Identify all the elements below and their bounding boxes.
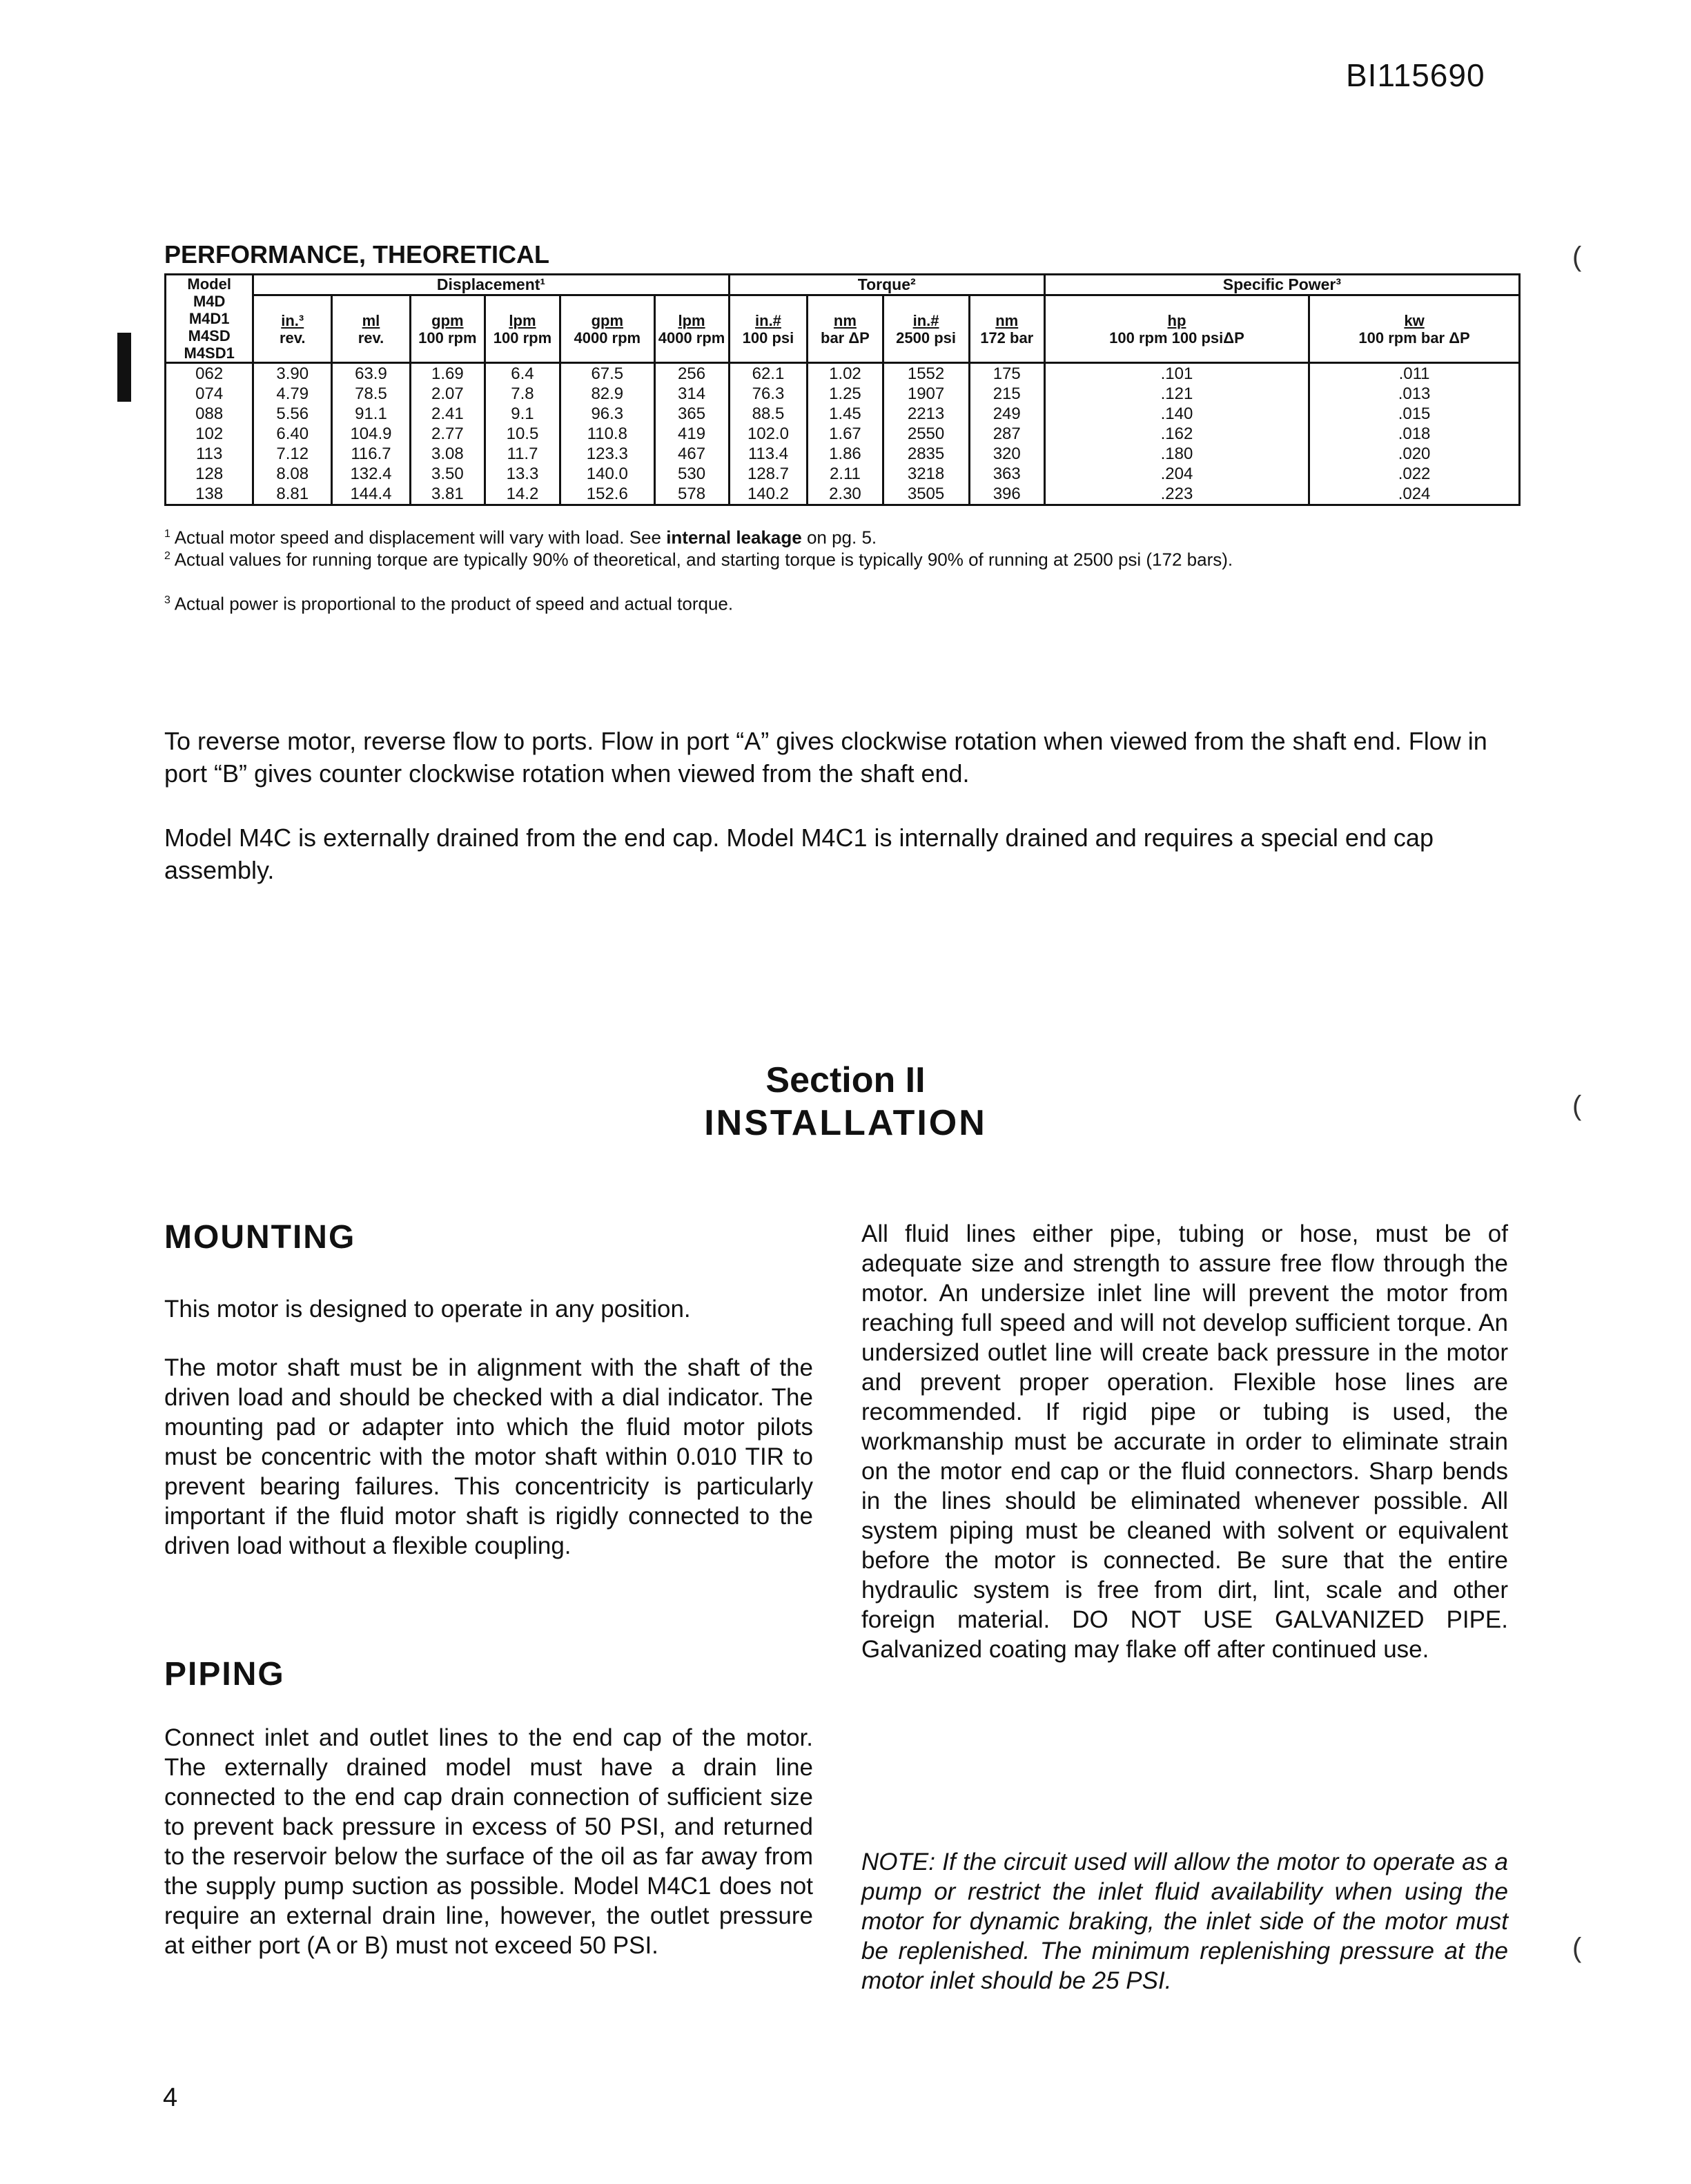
value-cell: 4.79 [253, 384, 332, 404]
mounting-paragraph-2: The motor shaft must be in alignment with the shaft of the driven load and should be checked with a dial indicator. The mounting pad or adapter into which the fluid motor pilots must be concentric with the motor shaft within 0.010 TIR to prevent bearing failures. This concentricity is particularly important if the fluid motor shaft is rigidly connected to the driven load without a flexible coupling. [164, 1354, 813, 1559]
value-cell: 1.86 [808, 444, 883, 464]
value-cell: .101 [1044, 363, 1309, 384]
model-cell: 074 [166, 384, 253, 404]
value-cell: 78.5 [332, 384, 411, 404]
column-unit-header: nm 172 bar [969, 295, 1044, 363]
value-cell: 140.0 [560, 464, 654, 484]
mounting-paragraph-1: This motor is designed to operate in any position. [164, 1296, 691, 1323]
displacement-header: Displacement¹ [253, 275, 729, 295]
value-cell: 2.11 [808, 464, 883, 484]
value-cell: 8.81 [253, 484, 332, 505]
value-cell: 63.9 [332, 363, 411, 384]
value-cell: 1907 [883, 384, 969, 404]
value-cell: 3218 [883, 464, 969, 484]
value-cell: 320 [969, 444, 1044, 464]
value-cell: .180 [1044, 444, 1309, 464]
value-cell: .020 [1309, 444, 1520, 464]
reverse-rotation-paragraph: To reverse motor, reverse flow to ports. Flow in port “A” gives clockwise rotation when viewed from the shaft end. Flow in port “B” gives counter clockwise rotation when viewed from the shaft end. [164, 727, 1487, 788]
margin-mark: ( [1572, 1933, 1582, 1963]
value-cell: .018 [1309, 424, 1520, 444]
model-cell: 138 [166, 484, 253, 505]
value-cell: 140.2 [729, 484, 808, 505]
value-cell: 1.67 [808, 424, 883, 444]
footnote-2: $^2$ Actual values for running torque are typically 90% of theoretical, and starting torque is typically 90% of running at 2500 psi (172 bars). [164, 549, 1233, 570]
value-cell: 113.4 [729, 444, 808, 464]
value-cell: 314 [654, 384, 729, 404]
value-cell: 2.41 [410, 404, 485, 424]
value-cell: 530 [654, 464, 729, 484]
value-cell: 102.0 [729, 424, 808, 444]
document-id: BI115690 [1346, 57, 1485, 93]
value-cell: 116.7 [332, 444, 411, 464]
value-cell: 123.3 [560, 444, 654, 464]
value-cell: 14.2 [485, 484, 560, 505]
model-cell: 113 [166, 444, 253, 464]
torque-header: Torque² [729, 275, 1044, 295]
value-cell: 365 [654, 404, 729, 424]
performance-table-title: PERFORMANCE, THEORETICAL [164, 240, 549, 269]
value-cell: 88.5 [729, 404, 808, 424]
value-cell: .015 [1309, 404, 1520, 424]
margin-mark: ( [1572, 242, 1582, 272]
value-cell: 215 [969, 384, 1044, 404]
value-cell: 1.25 [808, 384, 883, 404]
value-cell: 7.12 [253, 444, 332, 464]
column-unit-header: lpm 4000 rpm [654, 295, 729, 363]
value-cell: 2.07 [410, 384, 485, 404]
value-cell: 419 [654, 424, 729, 444]
value-cell: 104.9 [332, 424, 411, 444]
value-cell: 363 [969, 464, 1044, 484]
column-unit-header: in.³ rev. [253, 295, 332, 363]
piping-paragraph: Connect inlet and outlet lines to the end cap of the motor. The externally drained model must have a drain line connected to the end cap drain connection of sufficient size to prevent back pressure in excess of 50 PSI, and returned to the reservoir below the surface of the oil as far away from the supply pump suction as possible. Model M4C1 does not require an external drain line, however, the outlet pressure at either port (A or B) must not exceed 50 PSI. [164, 1724, 813, 1959]
model-header: Model M4D M4D1 M4SD M4SD1 [166, 275, 253, 363]
value-cell: 76.3 [729, 384, 808, 404]
value-cell: 396 [969, 484, 1044, 505]
value-cell: 110.8 [560, 424, 654, 444]
value-cell: .024 [1309, 484, 1520, 505]
value-cell: 3.50 [410, 464, 485, 484]
section-title: INSTALLATION [704, 1103, 987, 1143]
column-unit-header: in.# 100 psi [729, 295, 808, 363]
value-cell: 9.1 [485, 404, 560, 424]
value-cell: .013 [1309, 384, 1520, 404]
value-cell: 82.9 [560, 384, 654, 404]
fluid-lines-paragraph: All fluid lines either pipe, tubing or hose, must be of adequate size and strength to assure free flow through the motor. An undersize inlet line will prevent the motor from reaching full speed and will not develop sufficient torque. An undersized outlet line will create back pressure in the motor and prevent proper operation. Flexible hose lines are recommended. If rigid pipe or tubing is used, the workmanship must be accurate in order to eliminate strain on the motor end cap or the fluid connectors. Sharp bends in the lines should be eliminated whenever possible. All system piping must be cleaned with solvent or equivalent before the motor is connected. Be sure that the entire hydraulic system is free from dirt, lint, scale and other foreign material. DO NOT USE GALVANIZED PIPE. Galvanized coating may flake off after continued use. [861, 1220, 1508, 1663]
value-cell: 152.6 [560, 484, 654, 505]
column-unit-header: hp 100 rpm 100 psiΔP [1044, 295, 1309, 363]
value-cell: 578 [654, 484, 729, 505]
value-cell: .140 [1044, 404, 1309, 424]
value-cell: 11.7 [485, 444, 560, 464]
table-row [166, 384, 1520, 404]
value-cell: 2213 [883, 404, 969, 424]
column-unit-header: gpm 4000 rpm [560, 295, 654, 363]
column-unit-header: gpm 100 rpm [410, 295, 485, 363]
value-cell: .162 [1044, 424, 1309, 444]
value-cell: 3.81 [410, 484, 485, 505]
table-row [166, 404, 1520, 424]
value-cell: 144.4 [332, 484, 411, 505]
value-cell: .223 [1044, 484, 1309, 505]
value-cell: 6.4 [485, 363, 560, 384]
value-cell: 7.8 [485, 384, 560, 404]
margin-mark: ( [1572, 1091, 1582, 1121]
value-cell: 67.5 [560, 363, 654, 384]
value-cell: 6.40 [253, 424, 332, 444]
model-cell: 102 [166, 424, 253, 444]
column-unit-header: in.# 2500 psi [883, 295, 969, 363]
table-row [166, 424, 1520, 444]
value-cell: 287 [969, 424, 1044, 444]
column-unit-header: lpm 100 rpm [485, 295, 560, 363]
column-unit-header: nm bar ΔP [808, 295, 883, 363]
page-number: 4 [163, 2083, 178, 2112]
value-cell: 256 [654, 363, 729, 384]
replenishing-note: NOTE: If the circuit used will allow the motor to operate as a pump or restrict the inlet fluid availability when using the motor for dynamic braking, the inlet side of the motor must be replenished. The minimum replenishing pressure at the motor inlet should be 25 PSI. [861, 1849, 1508, 1994]
specific-power-header: Specific Power³ [1044, 275, 1519, 295]
value-cell: 8.08 [253, 464, 332, 484]
value-cell: 128.7 [729, 464, 808, 484]
value-cell: 3.90 [253, 363, 332, 384]
table-row [166, 444, 1520, 464]
value-cell: 10.5 [485, 424, 560, 444]
value-cell: 249 [969, 404, 1044, 424]
table-row [166, 363, 1520, 384]
performance-table [164, 273, 1521, 506]
revision-bar [117, 333, 131, 402]
value-cell: 1.02 [808, 363, 883, 384]
value-cell: .204 [1044, 464, 1309, 484]
value-cell: 2835 [883, 444, 969, 464]
column-unit-header: kw 100 rpm bar ΔP [1309, 295, 1520, 363]
value-cell: 1.45 [808, 404, 883, 424]
value-cell: 96.3 [560, 404, 654, 424]
footnote-3: $^3$ Actual power is proportional to the product of speed and actual torque. [164, 593, 734, 614]
value-cell: 3.08 [410, 444, 485, 464]
model-cell: 062 [166, 363, 253, 384]
value-cell: 175 [969, 363, 1044, 384]
table-row [166, 484, 1520, 505]
value-cell: 1.69 [410, 363, 485, 384]
value-cell: 62.1 [729, 363, 808, 384]
table-row [166, 464, 1520, 484]
value-cell: 132.4 [332, 464, 411, 484]
footnote-1: $^1$ Actual motor speed and displacement will vary with load. See internal leakage on pg. 5. [164, 527, 877, 548]
value-cell: .011 [1309, 363, 1520, 384]
value-cell: 5.56 [253, 404, 332, 424]
value-cell: 2.77 [410, 424, 485, 444]
model-cell: 128 [166, 464, 253, 484]
drain-paragraph: Model M4C is externally drained from the end cap. Model M4C1 is internally drained and requires a special end cap assembly. [164, 823, 1434, 884]
value-cell: 91.1 [332, 404, 411, 424]
value-cell: 1552 [883, 363, 969, 384]
value-cell: .022 [1309, 464, 1520, 484]
value-cell: 467 [654, 444, 729, 464]
mounting-heading: MOUNTING [164, 1219, 356, 1256]
value-cell: .121 [1044, 384, 1309, 404]
section-number: Section II [765, 1060, 926, 1100]
value-cell: 13.3 [485, 464, 560, 484]
model-cell: 088 [166, 404, 253, 424]
value-cell: 2550 [883, 424, 969, 444]
value-cell: 3505 [883, 484, 969, 505]
piping-heading: PIPING [164, 1656, 285, 1693]
column-unit-header: ml rev. [332, 295, 411, 363]
value-cell: 2.30 [808, 484, 883, 505]
